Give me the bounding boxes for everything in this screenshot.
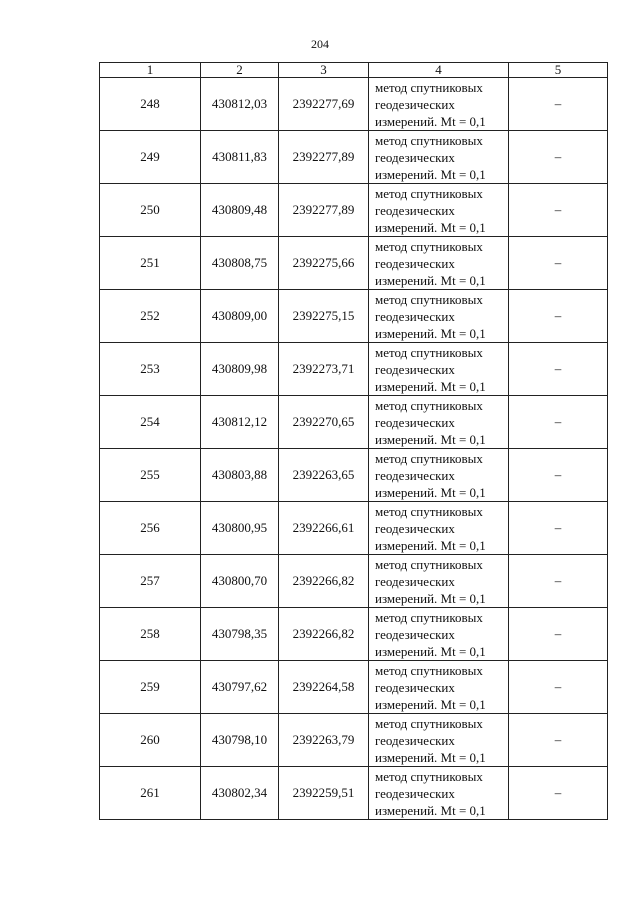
method-cell — [369, 78, 509, 131]
method-line: геодезических — [375, 414, 455, 430]
y-coordinate-cell: 2392266,82 — [279, 608, 369, 661]
method-cell — [369, 290, 509, 343]
table-body — [100, 63, 608, 820]
y-coordinate-cell: 2392277,69 — [279, 78, 369, 131]
method-line: метод спутниковых — [375, 132, 483, 148]
column-header-1: 1 — [100, 63, 201, 78]
column-5-cell — [509, 396, 608, 449]
column-5-cell — [509, 767, 608, 820]
y-coordinate-cell: 2392266,61 — [279, 502, 369, 555]
method-cell — [369, 661, 509, 714]
x-coordinate-cell: 430809,00 — [201, 290, 279, 343]
dash-value: – — [554, 308, 562, 323]
x-coordinate-cell: 430811,83 — [201, 131, 279, 184]
x-coordinate-cell: 430803,88 — [201, 449, 279, 502]
table-row — [100, 396, 608, 449]
method-line: измерений. Mt = 0,1 — [375, 696, 486, 712]
table-row — [100, 131, 608, 184]
table-row — [100, 661, 608, 714]
method-line: метод спутниковых — [375, 556, 483, 572]
dash-value: – — [554, 149, 562, 164]
x-coordinate-cell: 430809,98 — [201, 343, 279, 396]
x-coordinate-cell: 430798,10 — [201, 714, 279, 767]
column-5-cell — [509, 608, 608, 661]
y-coordinate-cell: 2392266,82 — [279, 555, 369, 608]
method-line: измерений. Mt = 0,1 — [375, 537, 486, 553]
table-row — [100, 78, 608, 131]
method-cell — [369, 449, 509, 502]
point-number-cell: 257 — [100, 555, 201, 608]
method-cell — [369, 767, 509, 820]
column-5-cell — [509, 555, 608, 608]
point-number-cell: 260 — [100, 714, 201, 767]
method-line: геодезических — [375, 785, 455, 801]
method-line: измерений. Mt = 0,1 — [375, 113, 486, 129]
page-number: 204 — [311, 37, 329, 51]
method-line: измерений. Mt = 0,1 — [375, 325, 486, 341]
method-line: метод спутниковых — [375, 662, 483, 678]
method-line: измерений. Mt = 0,1 — [375, 219, 486, 235]
method-cell — [369, 184, 509, 237]
method-line: геодезических — [375, 573, 455, 589]
method-cell — [369, 608, 509, 661]
method-line: геодезических — [375, 626, 455, 642]
point-number-cell: 254 — [100, 396, 201, 449]
method-line: измерений. Mt = 0,1 — [375, 272, 486, 288]
column-5-cell — [509, 502, 608, 555]
x-coordinate-cell: 430812,12 — [201, 396, 279, 449]
method-line: метод спутниковых — [375, 503, 483, 519]
method-line: метод спутниковых — [375, 768, 483, 784]
table-row — [100, 767, 608, 820]
method-line: геодезических — [375, 255, 455, 271]
method-line: измерений. Mt = 0,1 — [375, 802, 486, 818]
y-coordinate-cell: 2392275,15 — [279, 290, 369, 343]
column-5-cell — [509, 184, 608, 237]
method-line: измерений. Mt = 0,1 — [375, 643, 486, 659]
point-number-cell: 256 — [100, 502, 201, 555]
method-cell — [369, 714, 509, 767]
point-number-cell: 255 — [100, 449, 201, 502]
method-line: метод спутниковых — [375, 715, 483, 731]
table-row — [100, 608, 608, 661]
dash-value: – — [554, 361, 562, 376]
point-number-cell: 251 — [100, 237, 201, 290]
column-5-cell — [509, 78, 608, 131]
point-number-cell: 252 — [100, 290, 201, 343]
column-header-5: 5 — [509, 63, 608, 78]
coordinates-table — [99, 62, 608, 820]
method-line: измерений. Mt = 0,1 — [375, 166, 486, 182]
x-coordinate-cell: 430812,03 — [201, 78, 279, 131]
column-5-cell — [509, 131, 608, 184]
dash-value: – — [554, 573, 562, 588]
method-line: метод спутниковых — [375, 238, 483, 254]
method-line: геодезических — [375, 361, 455, 377]
method-line: метод спутниковых — [375, 344, 483, 360]
table-row — [100, 343, 608, 396]
column-5-cell — [509, 290, 608, 343]
method-line: геодезических — [375, 149, 455, 165]
point-number-cell: 248 — [100, 78, 201, 131]
table-header-row — [100, 63, 608, 78]
table-row — [100, 449, 608, 502]
x-coordinate-cell: 430800,95 — [201, 502, 279, 555]
method-line: метод спутниковых — [375, 185, 483, 201]
y-coordinate-cell: 2392275,66 — [279, 237, 369, 290]
method-cell — [369, 502, 509, 555]
method-line: метод спутниковых — [375, 609, 483, 625]
y-coordinate-cell: 2392270,65 — [279, 396, 369, 449]
point-number-cell: 250 — [100, 184, 201, 237]
y-coordinate-cell: 2392263,65 — [279, 449, 369, 502]
x-coordinate-cell: 430797,62 — [201, 661, 279, 714]
point-number-cell: 249 — [100, 131, 201, 184]
table-row — [100, 290, 608, 343]
dash-value: – — [554, 255, 562, 270]
column-5-cell — [509, 661, 608, 714]
method-line: метод спутниковых — [375, 79, 483, 95]
table-row — [100, 555, 608, 608]
x-coordinate-cell: 430798,35 — [201, 608, 279, 661]
method-line: измерений. Mt = 0,1 — [375, 749, 486, 765]
method-line: геодезических — [375, 467, 455, 483]
method-cell — [369, 396, 509, 449]
table-row — [100, 237, 608, 290]
column-header-3: 3 — [279, 63, 369, 78]
y-coordinate-cell: 2392277,89 — [279, 184, 369, 237]
column-5-cell — [509, 237, 608, 290]
dash-value: – — [554, 202, 562, 217]
dash-value: – — [554, 785, 562, 800]
table-row — [100, 184, 608, 237]
point-number-cell: 253 — [100, 343, 201, 396]
method-line: геодезических — [375, 202, 455, 218]
method-line: измерений. Mt = 0,1 — [375, 378, 486, 394]
method-line: метод спутниковых — [375, 450, 483, 466]
method-line: геодезических — [375, 732, 455, 748]
method-line: геодезических — [375, 308, 455, 324]
point-number-cell: 261 — [100, 767, 201, 820]
dash-value: – — [554, 96, 562, 111]
dash-value: – — [554, 467, 562, 482]
method-line: геодезических — [375, 96, 455, 112]
method-cell — [369, 131, 509, 184]
y-coordinate-cell: 2392259,51 — [279, 767, 369, 820]
table-row — [100, 714, 608, 767]
dash-value: – — [554, 679, 562, 694]
method-line: измерений. Mt = 0,1 — [375, 590, 486, 606]
method-cell — [369, 343, 509, 396]
point-number-cell: 258 — [100, 608, 201, 661]
method-cell — [369, 555, 509, 608]
column-5-cell — [509, 714, 608, 767]
x-coordinate-cell: 430800,70 — [201, 555, 279, 608]
method-cell — [369, 237, 509, 290]
column-5-cell — [509, 449, 608, 502]
point-number-cell: 259 — [100, 661, 201, 714]
column-header-2: 2 — [201, 63, 279, 78]
dash-value: – — [554, 732, 562, 747]
method-line: геодезических — [375, 520, 455, 536]
dash-value: – — [554, 626, 562, 641]
x-coordinate-cell: 430802,34 — [201, 767, 279, 820]
x-coordinate-cell: 430808,75 — [201, 237, 279, 290]
method-line: измерений. Mt = 0,1 — [375, 431, 486, 447]
dash-value: – — [554, 414, 562, 429]
y-coordinate-cell: 2392263,79 — [279, 714, 369, 767]
column-header-4: 4 — [369, 63, 509, 78]
y-coordinate-cell: 2392273,71 — [279, 343, 369, 396]
method-line: измерений. Mt = 0,1 — [375, 484, 486, 500]
y-coordinate-cell: 2392264,58 — [279, 661, 369, 714]
column-5-cell — [509, 343, 608, 396]
method-line: геодезических — [375, 679, 455, 695]
method-line: метод спутниковых — [375, 291, 483, 307]
table-row — [100, 502, 608, 555]
x-coordinate-cell: 430809,48 — [201, 184, 279, 237]
dash-value: – — [554, 520, 562, 535]
y-coordinate-cell: 2392277,89 — [279, 131, 369, 184]
method-line: метод спутниковых — [375, 397, 483, 413]
